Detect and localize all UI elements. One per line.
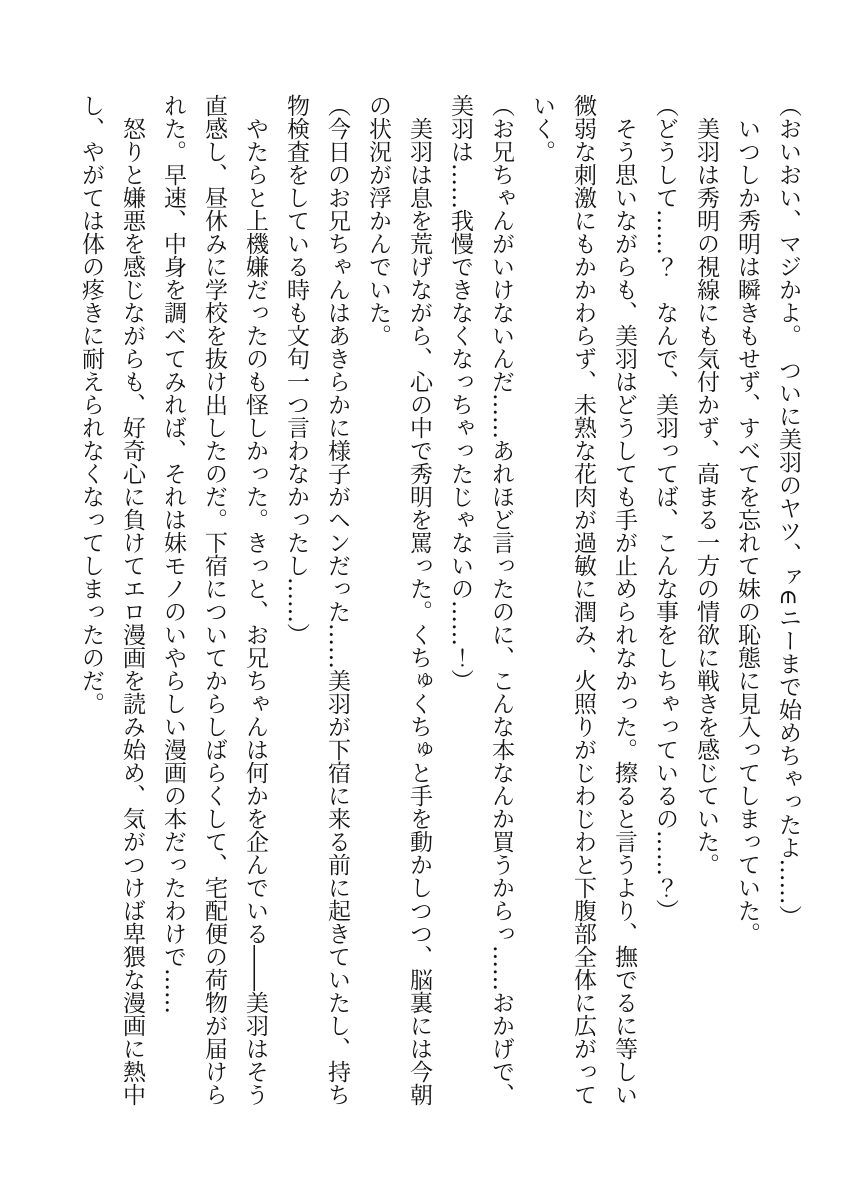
paragraph: いつしか秀明は瞬きもせず、すべてを忘れて妹の恥態に見入ってしまっていた。 — [734, 117, 760, 945]
paragraph: そう思いながらも、美羽はどうしても手が止められなかった。擦ると言うより、撫でるに等しい微弱な刺激にもかかわらず、未熟な花肉が過敏に潤み、火照りがじわじわと下腹部全体に広がっていく。 — [529, 94, 637, 1106]
paragraph: （お兄ちゃんがいけないんだ……あれほど言ったのに、こんな本なんか買うからっ……おかげで、美羽は……我慢できなくなっちゃったじゃないの……！） — [447, 94, 514, 1106]
paragraph: （今日のお兄ちゃんはあきらかに様子がヘンだった……美羽が下宿に来る前に起きていたし、持ち物検査をしている時も文句一つ言わなかったし……） — [283, 94, 350, 1106]
paragraph: （おいおい、マジかよ。 ついに美羽のヤツ、ァ∈ニーまで始めちゃったよ……） — [775, 94, 801, 928]
paragraph: 美羽は息を荒げながら、心の中で秀明を罵った。くちゅくちゅと手を動かしつつ、脳裏には今朝の状況が浮かんでいた。 — [365, 94, 432, 1106]
vertical-text-block — [70, 94, 808, 1107]
paragraph: やたらと上機嫌だったのも怪しかった。きっと、お兄ちゃんは何かを企んでいる――美羽はそう直感し、昼休みに学校を抜け出したのだ。下宿についてからしばらくして、宅配便の荷物が届けられた。早速、中身を調べてみれば、それは妹モノのいやらしい漫画の本だったわけで…… — [160, 94, 268, 1106]
paragraph: （どうして……？ なんで、美羽ってば、こんな事をしちゃっているの……？） — [652, 94, 678, 922]
paragraph: 美羽は秀明の視線にも気付かず、高まる一方の情欲に戦きを感じていた。 — [693, 117, 719, 876]
paragraph: 怒りと嫌悪を感じながらも、好奇心に負けてエロ漫画を読み始め、気がつけば卑猥な漫画に熱中し、やがては体の疼きに耐えられなくなってしまったのだ。 — [78, 94, 145, 1106]
